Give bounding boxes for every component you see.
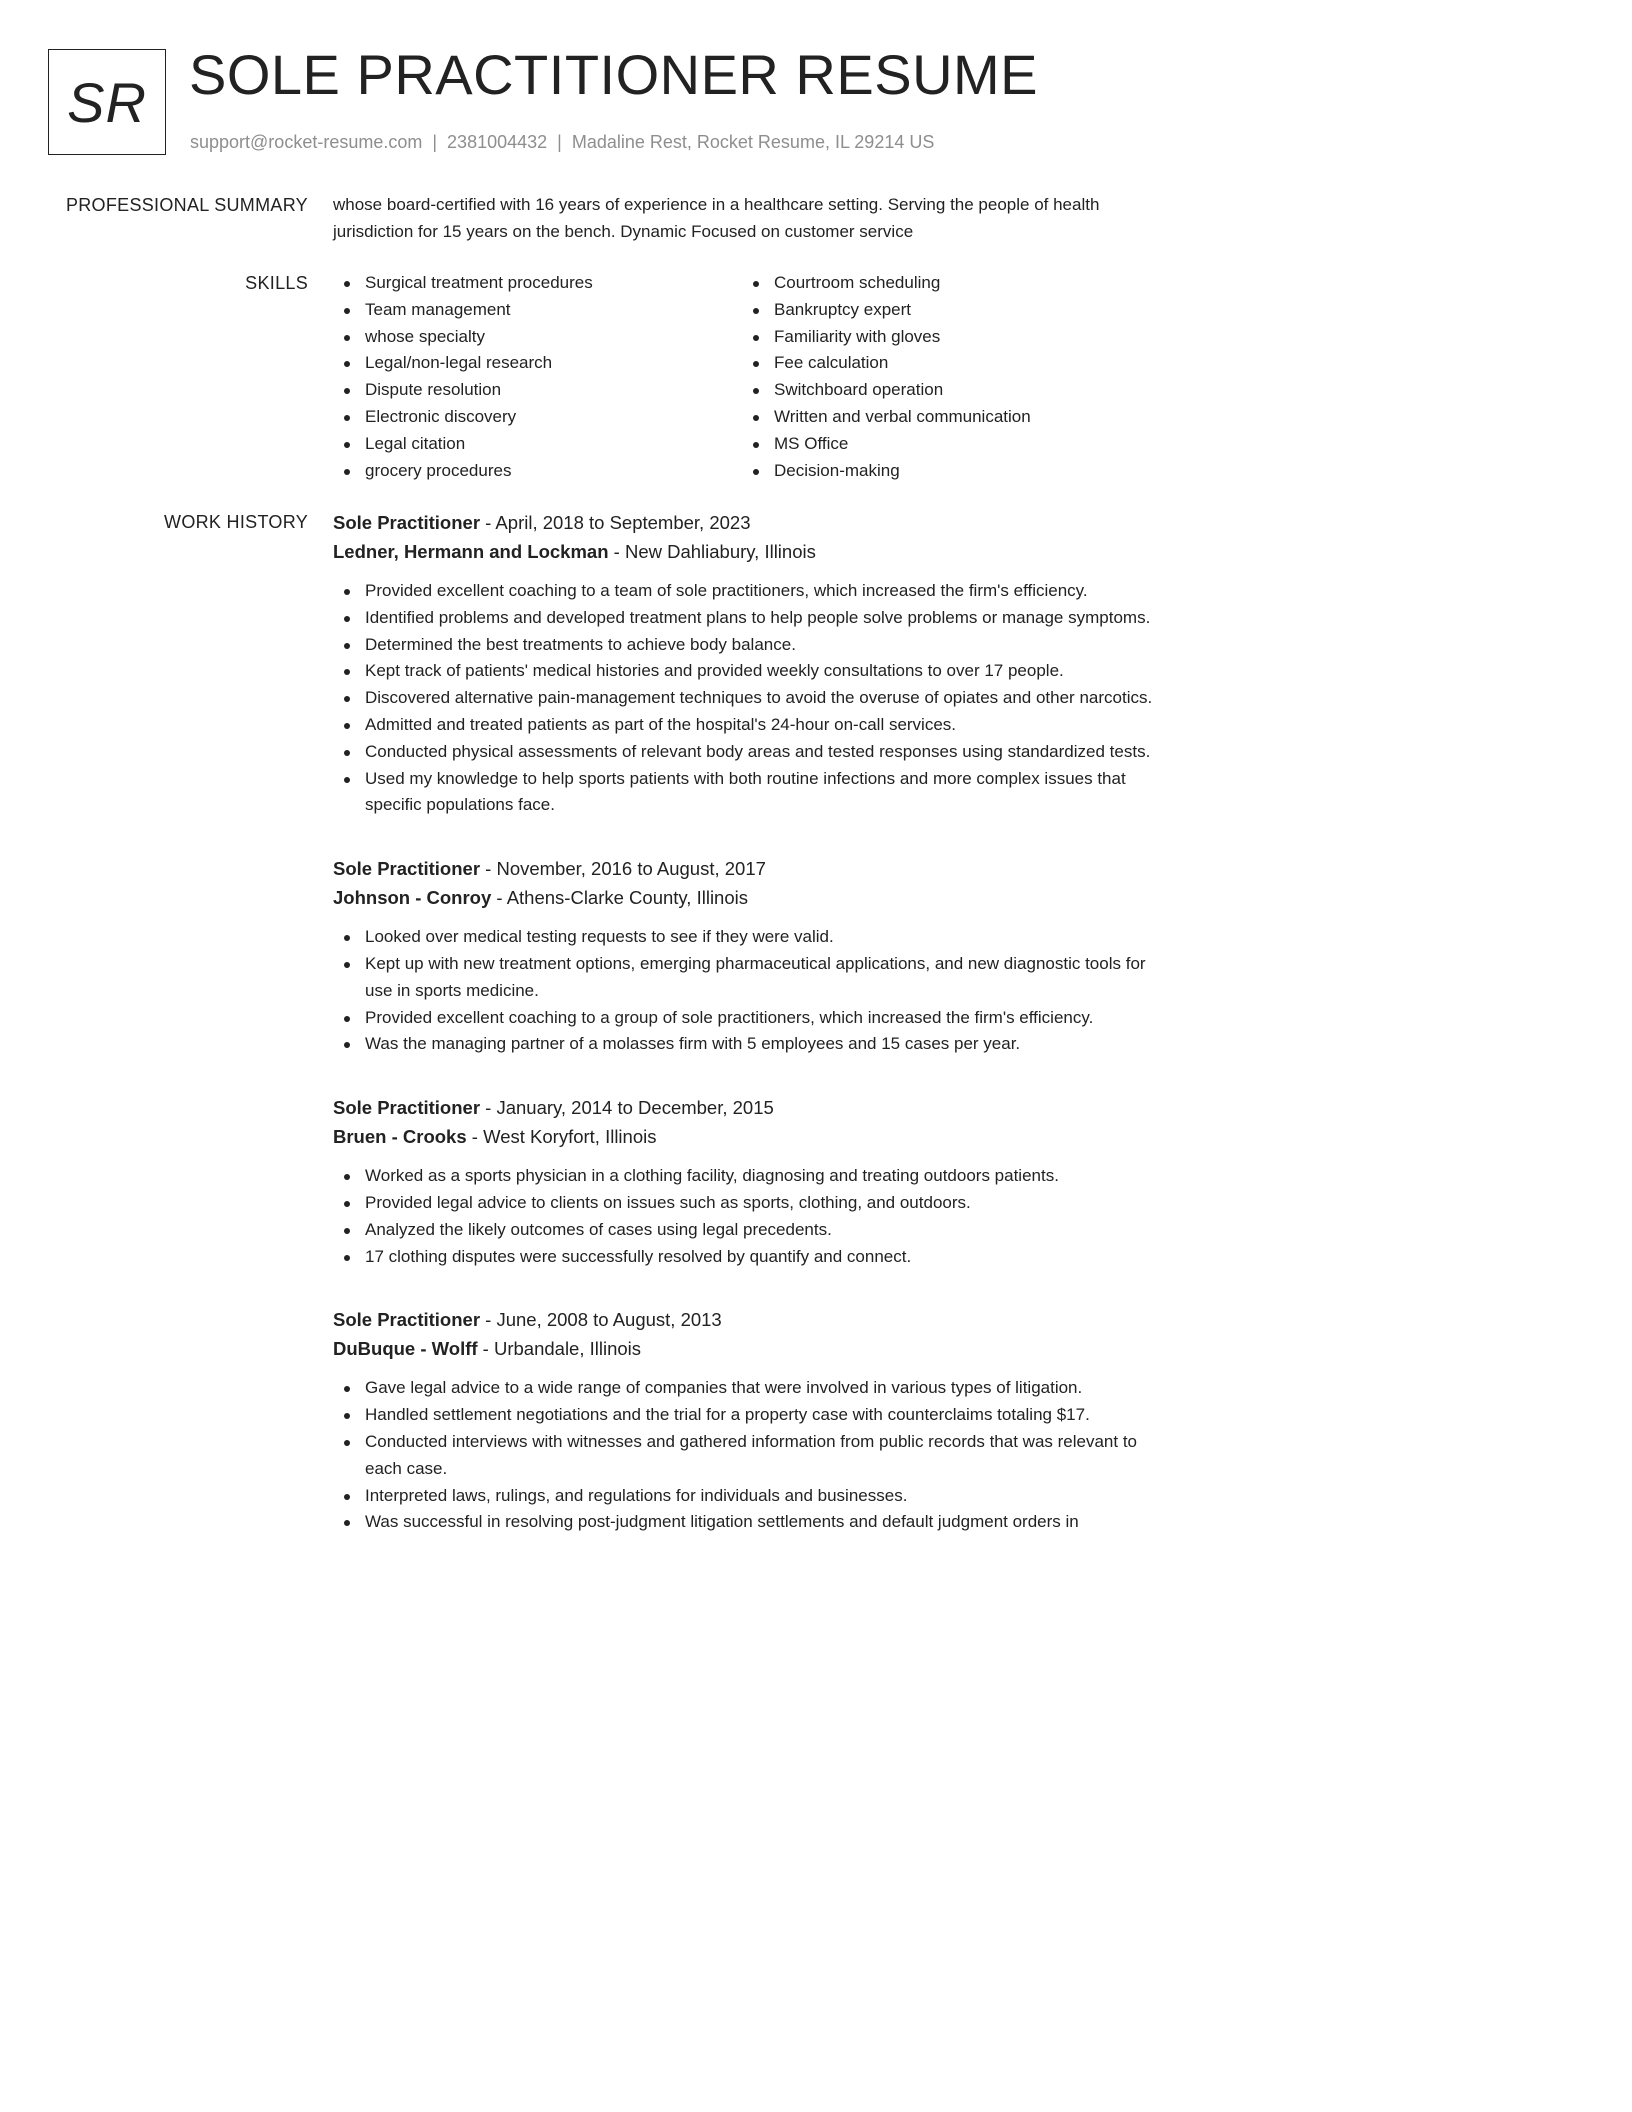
job-company-line	[333, 1123, 1173, 1152]
job-location: - Athens-Clarke County, Illinois	[491, 886, 748, 908]
list-item: Switchboard operation	[742, 377, 1151, 404]
list-item: Familiarity with gloves	[742, 324, 1151, 351]
job-dates: - June, 2008 to August, 2013	[480, 1309, 722, 1331]
list-item: Decision-making	[742, 458, 1151, 485]
job-company: DuBuque - Wolff	[333, 1337, 478, 1359]
list-item: Admitted and treated patients as part of the hospital's 24-hour on-call services.	[333, 712, 1173, 739]
monogram-box: SR	[48, 49, 166, 155]
job-title-line	[333, 509, 1173, 538]
job-company: Johnson - Conroy	[333, 886, 492, 908]
job-title: Sole Practitioner	[333, 1309, 481, 1331]
skills-columns	[333, 270, 1173, 484]
job-company: Ledner, Hermann and Lockman	[333, 540, 609, 562]
page-title: SOLE PRACTITIONER RESUME	[189, 43, 1039, 106]
skills-list-right	[742, 270, 1151, 484]
job-location: - West Koryfort, Illinois	[466, 1125, 657, 1147]
job-title-line	[333, 1094, 1173, 1123]
job-company: Bruen - Crooks	[333, 1125, 467, 1147]
contact-address: Madaline Rest, Rocket Resume, IL 29214 US	[571, 132, 935, 152]
list-item: Conducted physical assessments of relevant body areas and tested responses using standardized tests.	[333, 739, 1173, 766]
list-item: Surgical treatment procedures	[333, 270, 742, 297]
list-item: Looked over medical testing requests to see if they were valid.	[333, 924, 1173, 951]
contact-line	[190, 130, 934, 154]
list-item: Kept track of patients' medical histories and provided weekly consultations to over 17 people.	[333, 658, 1173, 685]
job-list	[333, 509, 1173, 1536]
job-title: Sole Practitioner	[333, 1097, 481, 1119]
skills-list-left	[333, 270, 742, 484]
list-item: Analyzed the likely outcomes of cases using legal precedents.	[333, 1217, 1173, 1244]
job-title-line	[333, 855, 1173, 884]
list-item: Was the managing partner of a molasses firm with 5 employees and 15 cases per year.	[333, 1031, 1173, 1058]
job-bullets	[333, 1375, 1173, 1536]
skills-label: SKILLS	[245, 273, 308, 293]
list-item: MS Office	[742, 431, 1151, 458]
job-entry	[333, 1306, 1173, 1536]
job-company-line	[333, 538, 1173, 567]
list-item: Worked as a sports physician in a clothing facility, diagnosing and treating outdoors patients.	[333, 1163, 1173, 1190]
list-item: 17 clothing disputes were successfully resolved by quantify and connect.	[333, 1244, 1173, 1271]
job-bullets	[333, 578, 1173, 819]
job-title: Sole Practitioner	[333, 512, 481, 533]
job-dates: - January, 2014 to December, 2015	[480, 1097, 774, 1119]
list-item: Legal citation	[333, 431, 742, 458]
list-item: Team management	[333, 297, 742, 324]
job-company-line	[333, 1335, 1173, 1364]
list-item: Kept up with new treatment options, emerging pharmaceutical applications, and new diagnostic tools for use in sports medicine.	[333, 951, 1173, 1005]
list-item: Conducted interviews with witnesses and gathered information from public records that was relevant to each case.	[333, 1429, 1173, 1483]
list-item: Gave legal advice to a wide range of companies that were involved in various types of litigation.	[333, 1375, 1173, 1402]
contact-phone: 2381004432	[447, 132, 548, 152]
list-item: whose specialty	[333, 324, 742, 351]
contact-email: support@rocket-resume.com	[190, 132, 423, 152]
job-location: - Urbandale, Illinois	[477, 1337, 642, 1359]
job-title-line	[333, 1306, 1173, 1335]
list-item: Determined the best treatments to achieve body balance.	[333, 632, 1173, 659]
list-item: Fee calculation	[742, 350, 1151, 377]
list-item: Used my knowledge to help sports patients with both routine infections and more complex issues that specific populations face.	[333, 766, 1173, 820]
job-company-line	[333, 884, 1173, 913]
list-item: Dispute resolution	[333, 377, 742, 404]
list-item: Discovered alternative pain-management techniques to avoid the overuse of opiates and other narcotics.	[333, 685, 1173, 712]
list-item: Provided excellent coaching to a group of sole practitioners, which increased the firm's efficiency.	[333, 1005, 1173, 1032]
summary-label: PROFESSIONAL SUMMARY	[65, 195, 308, 215]
list-item: Provided excellent coaching to a team of sole practitioners, which increased the firm's efficiency.	[333, 578, 1173, 605]
job-entry	[333, 1094, 1173, 1270]
list-item: Electronic discovery	[333, 404, 742, 431]
list-item: Interpreted laws, rulings, and regulations for individuals and businesses.	[333, 1483, 1173, 1510]
list-item: Handled settlement negotiations and the trial for a property case with counterclaims totaling $17.	[333, 1402, 1173, 1429]
list-item: Legal/non-legal research	[333, 350, 742, 377]
summary-text: whose board-certified with 16 years of experience in a healthcare setting. Serving the people of health jurisdiction for 15 years on the bench. Dynamic Focused on customer service	[333, 195, 1100, 241]
list-item: Bankruptcy expert	[742, 297, 1151, 324]
job-bullets	[333, 1163, 1173, 1270]
list-item: Written and verbal communication	[742, 404, 1151, 431]
job-dates: - April, 2018 to September, 2023	[480, 512, 751, 533]
list-item: Was successful in resolving post-judgment litigation settlements and default judgment orders in	[333, 1509, 1173, 1536]
list-item: Courtroom scheduling	[742, 270, 1151, 297]
contact-separator: |	[432, 132, 438, 152]
list-item: Identified problems and developed treatment plans to help people solve problems or manage symptoms.	[333, 605, 1173, 632]
job-location: - New Dahliabury, Illinois	[608, 540, 816, 562]
list-item: Provided legal advice to clients on issues such as sports, clothing, and outdoors.	[333, 1190, 1173, 1217]
list-item: grocery procedures	[333, 458, 742, 485]
contact-separator: |	[557, 132, 562, 152]
job-entry	[333, 855, 1173, 1058]
job-dates: - November, 2016 to August, 2017	[480, 858, 766, 880]
job-title: Sole Practitioner	[333, 858, 481, 880]
job-entry	[333, 509, 1173, 819]
job-bullets	[333, 924, 1173, 1058]
work-history-label: WORK HISTORY	[164, 512, 308, 532]
